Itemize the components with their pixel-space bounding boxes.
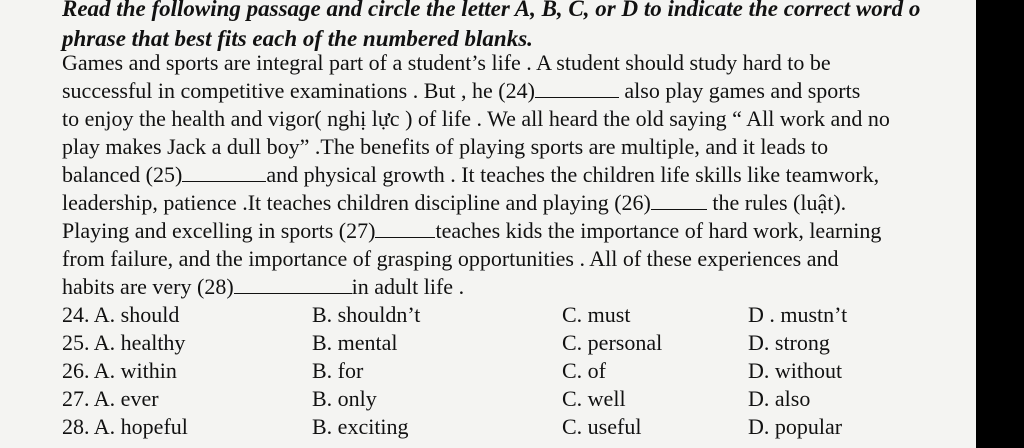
passage-text: Playing and excelling in sports (27) [62, 218, 376, 243]
option-a[interactable]: 26. A. within [62, 358, 177, 383]
passage-text: to enjoy the health and vigor( nghị lực ) of life . We all heard the old saying “ All work and no [62, 106, 890, 131]
blank-25 [182, 163, 266, 182]
option-c[interactable]: C. of [562, 358, 606, 383]
passage-text: the rules (luật). [712, 190, 847, 215]
instructions [62, 0, 920, 54]
option-b[interactable]: B. exciting [312, 414, 409, 439]
option-b[interactable]: B. for [312, 358, 364, 383]
option-c[interactable]: C. must [562, 302, 631, 327]
option-a[interactable]: 27. A. ever [62, 386, 159, 411]
option-d[interactable]: D. also [748, 386, 811, 411]
passage-text: successful in competitive examinations . But , he (24) [62, 78, 535, 103]
passage-line-1 [62, 49, 890, 77]
option-a[interactable]: 25. A. healthy [62, 330, 186, 355]
passage [62, 49, 890, 301]
passage-line-2 [62, 77, 890, 105]
passage-text: balanced (25) [62, 162, 183, 187]
blank-26 [651, 191, 707, 210]
option-b[interactable]: B. only [312, 386, 377, 411]
option-d[interactable]: D. strong [748, 330, 830, 355]
passage-text: teaches kids the importance of hard work, learning [435, 218, 882, 243]
passage-line-7 [62, 217, 890, 245]
passage-text: leadership, patience .It teaches children discipline and playing (26) [62, 190, 651, 215]
passage-text: habits are very (28) [62, 274, 234, 299]
passage-line-5 [62, 161, 890, 189]
option-d[interactable]: D. popular [748, 414, 843, 439]
passage-text: also play games and sports [618, 78, 861, 103]
passage-line-9 [62, 273, 890, 301]
passage-text: and physical growth . It teaches the children life skills like teamwork, [266, 162, 880, 187]
option-b[interactable]: B. shouldn’t [312, 302, 421, 327]
option-d[interactable]: D. without [748, 358, 843, 383]
option-c[interactable]: C. personal [562, 330, 663, 355]
option-a[interactable]: 28. A. hopeful [62, 414, 188, 439]
option-b[interactable]: B. mental [312, 330, 398, 355]
passage-line-8 [62, 245, 890, 273]
passage-line-4 [62, 133, 890, 161]
blank-27 [375, 219, 435, 238]
passage-text: play makes Jack a dull boy” .The benefits of playing sports are multiple, and it leads to [62, 134, 829, 159]
option-c[interactable]: C. useful [562, 414, 642, 439]
option-a[interactable]: 24. A. should [62, 302, 180, 327]
instructions-line-1: Read the following passage and circle the letter A, B, C, or D to indicate the correct word o [62, 0, 921, 21]
passage-text: in adult life . [351, 274, 465, 299]
option-c[interactable]: C. well [562, 386, 626, 411]
passage-line-6 [62, 189, 890, 217]
passage-line-3 [62, 105, 890, 133]
blank-24 [535, 79, 619, 98]
instructions-line-2: phrase that best fits each of the numbered blanks. [62, 26, 533, 51]
option-d[interactable]: D . mustn’t [748, 302, 848, 327]
passage-text: from failure, and the importance of grasping opportunities . All of these experiences and [62, 246, 839, 271]
blank-28 [234, 275, 352, 294]
passage-text: Games and sports are integral part of a student’s life . A student should study hard to be [62, 50, 831, 75]
